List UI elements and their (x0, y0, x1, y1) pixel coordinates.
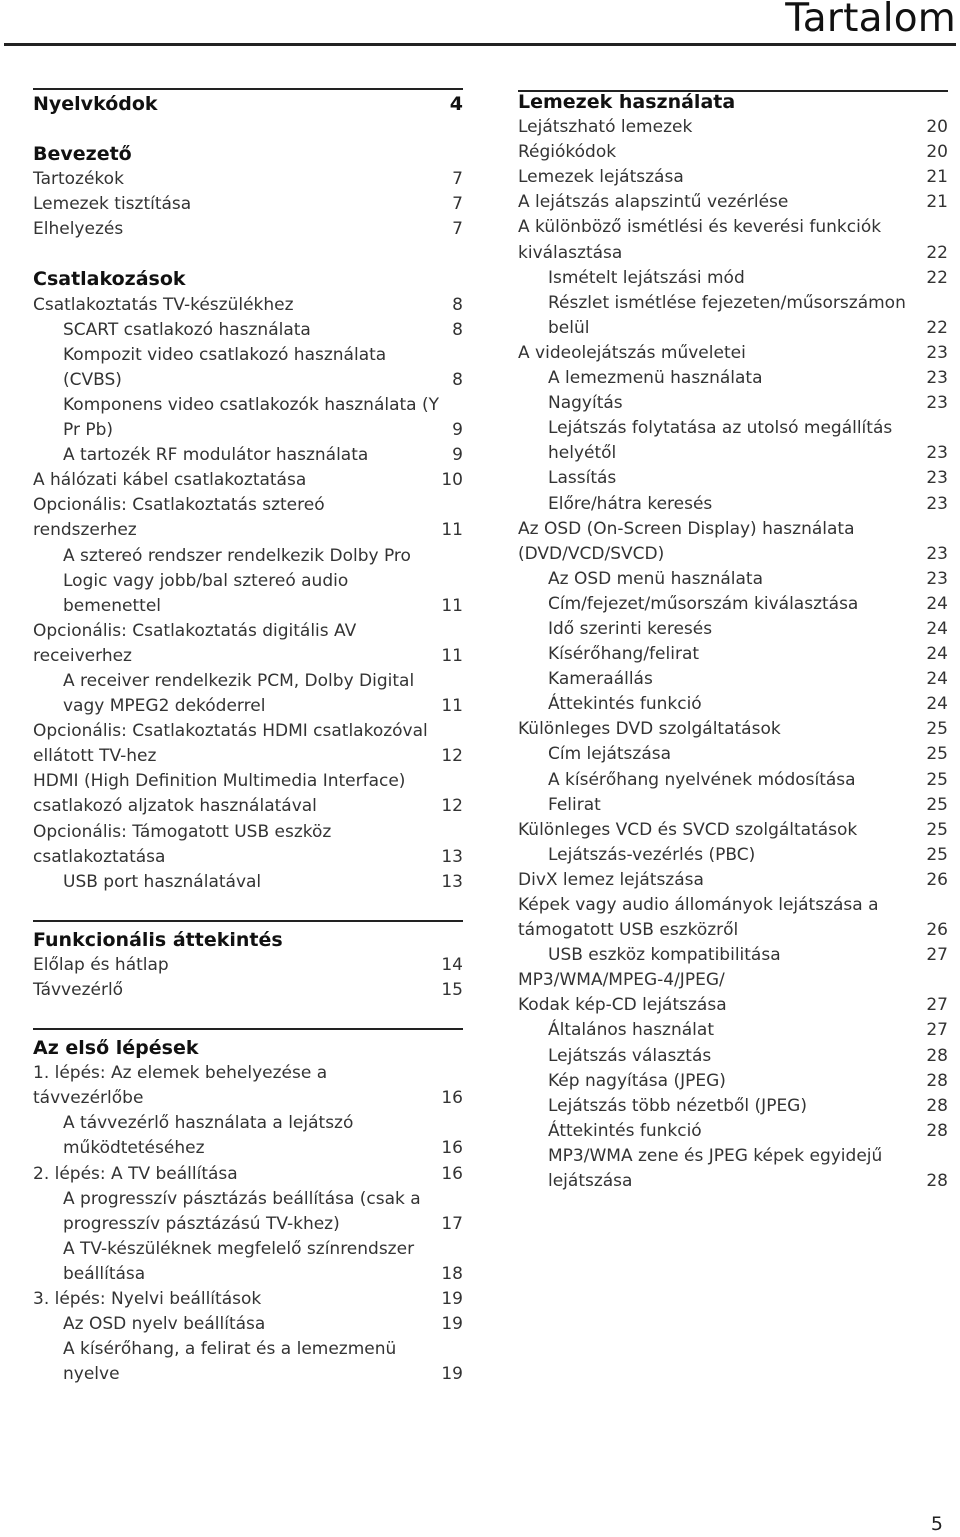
toc-entry[interactable] (518, 492, 948, 517)
toc-entry-page: 23 (926, 368, 948, 389)
toc-entry[interactable] (518, 115, 948, 140)
page-title: Tartalom (785, 0, 956, 41)
toc-entry-text: A tartozék RF modulátor használata (63, 445, 369, 466)
toc-entry-text: Áttekintés funkció (548, 694, 702, 715)
toc-entry-text: MP3/WMA zene és JPEG képek egyidejű lejátszása (548, 1145, 883, 1192)
toc-entry-page: 22 (926, 242, 948, 263)
toc-entry-page: 24 (926, 669, 948, 690)
toc-entry[interactable] (33, 443, 463, 468)
toc-entry[interactable] (518, 592, 948, 617)
section-title[interactable] (33, 92, 463, 117)
toc-entry[interactable] (518, 416, 948, 466)
toc-entry-page: 9 (452, 445, 463, 466)
toc-entry-page: 22 (926, 317, 948, 338)
toc-entry[interactable] (518, 266, 948, 291)
toc-entry-text: Opcionális: Támogatott USB eszköz csatlakoztatása (33, 821, 332, 867)
toc-entry[interactable] (33, 1287, 463, 1312)
toc-entry[interactable] (518, 1044, 948, 1069)
toc-entry-text: A TV-készüléknek megfelelő színrendszer beállítása (63, 1238, 415, 1284)
toc-entry[interactable] (518, 517, 948, 567)
toc-entry[interactable] (33, 769, 463, 819)
toc-entry[interactable] (33, 217, 463, 242)
toc-entry-text: Az OSD (On-Screen Display) használata (DVD/VCD/SVCD) (518, 518, 855, 564)
toc-entry-page: 26 (926, 920, 948, 941)
toc-entry[interactable] (518, 341, 948, 366)
toc-entry-text: Különleges DVD szolgáltatások (518, 719, 781, 740)
toc-entry-text: Kompozit video csatlakozó használata (CVBS) (63, 344, 387, 390)
toc-entry-text: Cím/fejezet/műsorszám kiválasztása (548, 593, 859, 614)
toc-entry-page: 7 (452, 169, 463, 190)
toc-entry-page: 7 (452, 194, 463, 215)
page-number: 5 (930, 1513, 943, 1535)
toc-entry-text: 2. lépés: A TV beállítása (33, 1163, 238, 1184)
toc-entry[interactable] (518, 1144, 948, 1194)
toc-entry-page: 23 (926, 443, 948, 464)
toc-entry-page: 23 (926, 493, 948, 514)
toc-entry-text: A receiver rendelkezik PCM, Dolby Digital vagy MPEG2 dekóderrel (63, 670, 415, 717)
toc-entry-text: Kép nagyítása (JPEG) (548, 1070, 726, 1091)
toc-entry[interactable] (33, 1162, 463, 1187)
toc-entry[interactable] (33, 1237, 463, 1287)
toc-entry-text: Komponens video csatlakozók használata (Y Pr Pb) (63, 394, 440, 441)
toc-entry-text: A hálózati kábel csatlakoztatása (33, 470, 307, 491)
toc-entry-text: Csatlakoztatás TV-készülékhez (33, 294, 294, 315)
toc-entry[interactable] (33, 318, 463, 343)
toc-entry[interactable] (518, 993, 948, 1018)
toc-entry-page: 23 (926, 393, 948, 414)
toc-entry-page: 9 (452, 420, 463, 441)
toc-entry[interactable] (518, 692, 948, 717)
toc-entry-page: 24 (926, 694, 948, 715)
toc-entry-page: 8 (452, 294, 463, 315)
toc-sections (33, 88, 463, 1387)
toc-column-left (33, 88, 463, 1412)
toc-entry[interactable] (33, 619, 463, 669)
toc-entry-page: 16 (441, 1088, 463, 1109)
toc-entry-text: DivX lemez lejátszása (518, 869, 704, 890)
toc-entry[interactable] (33, 978, 463, 1003)
toc-entry-text: Előlap és hátlap (33, 954, 169, 975)
toc-entry-text: Elhelyezés (33, 219, 124, 240)
toc-entry-page: 27 (926, 945, 948, 966)
toc-entry[interactable] (518, 466, 948, 491)
toc-entry[interactable] (518, 190, 948, 215)
toc-entry-text: A lemezmenü használata (548, 368, 763, 389)
section-title-text: Funkcionális áttekintés (33, 928, 283, 951)
toc-entry-page: 25 (926, 819, 948, 840)
toc-entry-text: MP3/WMA/MPEG-4/JPEG/ (518, 970, 725, 991)
toc-entry-text: A kísérőhang, a felirat és a lemezmenü nyelve (63, 1339, 397, 1385)
toc-entry-page: 15 (441, 980, 463, 1000)
toc-entry-text: A lejátszás alapszintű vezérlése (518, 192, 789, 213)
toc-entry-page: 8 (452, 319, 463, 340)
toc-entry-page: 25 (926, 744, 948, 765)
toc-entry-text: Lemezek lejátszása (518, 167, 684, 188)
column-rule (33, 88, 463, 90)
toc-section (33, 267, 463, 894)
toc-entry-page: 20 (926, 117, 948, 138)
toc-entry-text: A videolejátszás műveletei (518, 342, 746, 363)
toc-entry-page: 11 (441, 595, 463, 616)
toc-entry[interactable] (33, 343, 463, 393)
toc-entry-page: 21 (926, 192, 948, 213)
toc-entry[interactable] (518, 868, 948, 893)
toc-entry-text: A progresszív pásztázás beállítása (csak a progresszív pásztázású TV-khez) (63, 1188, 421, 1234)
toc-entry[interactable] (518, 818, 948, 843)
toc-entry-page: 23 (926, 543, 948, 564)
toc-entry-page: 28 (926, 1070, 948, 1091)
toc-entry-page: 25 (926, 769, 948, 790)
toc-entry-page: 20 (926, 142, 948, 163)
toc-section (33, 920, 463, 1003)
toc-entry-page: 12 (441, 796, 463, 817)
toc-entry-page: 22 (926, 267, 948, 288)
toc-section (33, 1028, 463, 1387)
section-title[interactable] (33, 928, 463, 953)
toc-entry-page: 17 (441, 1213, 463, 1234)
toc-entry-page: 25 (926, 794, 948, 815)
section-title-text: Az első lépések (33, 1037, 199, 1060)
toc-section (518, 90, 948, 1194)
toc-entry[interactable] (518, 893, 948, 943)
section-title-text: Bevezető (33, 143, 132, 166)
toc-entry[interactable] (518, 667, 948, 692)
toc-entry[interactable] (518, 968, 948, 993)
toc-entry[interactable] (33, 1312, 463, 1337)
toc-entry[interactable] (33, 820, 463, 870)
toc-entry[interactable] (518, 1069, 948, 1094)
toc-entry-text: Különleges VCD és SVCD szolgáltatások (518, 819, 858, 840)
toc-section (33, 142, 463, 242)
toc-entry-page: 11 (441, 645, 463, 666)
toc-entry-page: 19 (441, 1314, 463, 1335)
toc-entry-text: Áttekintés funkció (548, 1120, 702, 1141)
toc-entry-text: Részlet ismétlése fejezeten/műsorszámon belül (548, 292, 906, 338)
toc-entry[interactable] (33, 1111, 463, 1161)
toc-entry-page: 28 (926, 1045, 948, 1066)
toc-entry-text: Régiókódok (518, 142, 617, 163)
toc-entry-text: Kodak kép-CD lejátszása (518, 995, 727, 1016)
toc-entry-page: 19 (441, 1289, 463, 1310)
toc-entry-page: 11 (441, 696, 463, 717)
toc-entry[interactable] (33, 953, 463, 978)
toc-entry[interactable] (33, 1061, 463, 1111)
toc-entry-page: 11 (441, 520, 463, 541)
toc-entry-text: A sztereó rendszer rendelkezik Dolby Pro Logic vagy jobb/bal sztereó audio bemenettel (63, 545, 411, 616)
toc-entry-page: 7 (452, 219, 463, 240)
toc-entry-page: 26 (926, 869, 948, 890)
toc-entry-page: 27 (926, 995, 948, 1016)
toc-entry[interactable] (518, 366, 948, 391)
toc-entry-page: 18 (441, 1263, 463, 1284)
toc-entry[interactable] (518, 793, 948, 818)
toc-entry-page: 24 (926, 644, 948, 665)
toc-entry-text: HDMI (High Definition Multimedia Interface) csatlakozó aljzatok használatával (33, 771, 406, 817)
section-title[interactable] (518, 90, 948, 115)
section-title-text: Nyelvkódok (33, 93, 158, 115)
toc-entry-text: Opcionális: Csatlakoztatás HDMI csatlakozóval ellátott TV-hez (33, 721, 428, 767)
toc-entry-page: 25 (926, 719, 948, 740)
toc-entry[interactable] (518, 943, 948, 968)
toc-entry-text: Általános használat (548, 1020, 714, 1041)
toc-entry[interactable] (518, 1018, 948, 1043)
toc-entry-text: Lassítás (548, 468, 617, 489)
toc-entry-page: 23 (926, 342, 948, 363)
toc-entry-page: 28 (926, 1120, 948, 1141)
toc-entry[interactable] (518, 642, 948, 667)
toc-entry-page: 23 (926, 568, 948, 589)
toc-entry-text: 1. lépés: Az elemek behelyezése a távvezérlőbe (33, 1063, 328, 1109)
toc-entry[interactable] (33, 870, 463, 895)
toc-entry[interactable] (518, 617, 948, 642)
toc-entry-page: 10 (441, 470, 463, 491)
toc-entry-page: 23 (926, 468, 948, 489)
toc-entry-text: Lejátszás-vezérlés (PBC) (548, 844, 756, 865)
toc-entry-text: USB port használatával (63, 871, 262, 892)
toc-entry-page: 24 (926, 618, 948, 639)
toc-entry-text: SCART csatlakozó használata (63, 319, 311, 340)
toc-entry[interactable] (518, 215, 948, 265)
toc-entry-page: 12 (441, 746, 463, 767)
toc-entry-text: A távvezérlő használata a lejátszó működtetéséhez (63, 1113, 354, 1159)
toc-entry[interactable] (518, 391, 948, 416)
toc-entry[interactable] (518, 140, 948, 165)
toc-entry[interactable] (33, 293, 463, 318)
section-title[interactable] (33, 142, 463, 167)
toc-section (33, 92, 463, 117)
toc-entry-text: Képek vagy audio állományok lejátszása a támogatott USB eszközről (518, 895, 879, 941)
section-title-text: Lemezek használata (518, 91, 736, 113)
toc-entry-text: A különböző ismétlési és keverési funkciók kiválasztása (518, 217, 882, 263)
toc-entry-page: 27 (926, 1020, 948, 1041)
toc-entry[interactable] (518, 742, 948, 767)
toc-entry-page: 14 (441, 954, 463, 975)
toc-entry[interactable] (33, 167, 463, 192)
header-rule (4, 43, 956, 46)
toc-entry[interactable] (33, 468, 463, 493)
section-title-text: Csatlakozások (33, 268, 186, 291)
toc-entry-text: Kameraállás (548, 669, 653, 690)
toc-entry-page: 21 (926, 167, 948, 188)
toc-sections (518, 90, 948, 1194)
toc-entry-text: Kísérőhang/felirat (548, 644, 700, 665)
toc-entry-page: 8 (452, 369, 463, 390)
toc-entry-text: Opcionális: Csatlakoztatás sztereó rendszerhez (33, 495, 325, 541)
toc-entry-text: Felirat (548, 794, 601, 815)
toc-entry-text: Lejátszás folytatása az utolsó megállítás helyétől (548, 418, 893, 464)
toc-entry-page: 28 (926, 1171, 948, 1192)
toc-entry[interactable] (518, 843, 948, 868)
toc-entry-page: 16 (441, 1163, 463, 1184)
toc-entry-text: Cím lejátszása (548, 744, 672, 765)
toc-entry-page: 25 (926, 844, 948, 865)
toc-entry[interactable] (518, 1119, 948, 1144)
toc-entry[interactable] (33, 669, 463, 719)
toc-entry-page: 13 (441, 846, 463, 867)
toc-entry-text: USB eszköz kompatibilitása (548, 945, 781, 966)
section-title[interactable] (33, 267, 463, 292)
toc-entry[interactable] (33, 544, 463, 619)
section-title[interactable] (33, 1036, 463, 1061)
toc-entry[interactable] (33, 1187, 463, 1237)
section-page: 4 (449, 93, 463, 115)
toc-entry[interactable] (518, 291, 948, 341)
toc-entry-text: Lejátszás választás (548, 1045, 712, 1066)
toc-entry-text: Idő szerinti keresés (548, 618, 713, 639)
toc-entry-text: A kísérőhang nyelvének módosítása (548, 769, 856, 790)
toc-entry[interactable] (518, 1094, 948, 1119)
toc-entry[interactable] (33, 1337, 463, 1387)
toc-entry-text: Lemezek tisztítása (33, 194, 192, 215)
toc-entry-page: 16 (441, 1138, 463, 1159)
toc-entry-text: Opcionális: Csatlakoztatás digitális AV receiverhez (33, 620, 357, 666)
toc-entry-text: 3. lépés: Nyelvi beállítások (33, 1289, 262, 1310)
toc-entry[interactable] (33, 719, 463, 769)
toc-entry-text: Tartozékok (33, 169, 124, 190)
toc-entry[interactable] (33, 493, 463, 543)
toc-column-right (518, 90, 948, 1219)
toc-entry[interactable] (33, 393, 463, 443)
toc-entry[interactable] (518, 717, 948, 742)
toc-entry-text: Az OSD menü használata (548, 568, 763, 589)
toc-entry[interactable] (518, 768, 948, 793)
toc-entry[interactable] (33, 192, 463, 217)
toc-entry-page: 13 (441, 871, 463, 892)
toc-entry[interactable] (518, 567, 948, 592)
toc-entry-page: 28 (926, 1095, 948, 1116)
toc-entry-text: Ismételt lejátszási mód (548, 267, 745, 288)
toc-entry-page: 19 (441, 1364, 463, 1385)
toc-entry-text: Nagyítás (548, 393, 623, 414)
toc-entry-text: Lejátszható lemezek (518, 117, 693, 138)
toc-entry[interactable] (518, 165, 948, 190)
toc-entry-text: Előre/hátra keresés (548, 493, 713, 514)
toc-entry-text: Távvezérlő (33, 980, 124, 1000)
toc-entry-text: Lejátszás több nézetből (JPEG) (548, 1095, 807, 1116)
toc-entry-text: Az OSD nyelv beállítása (63, 1314, 266, 1335)
toc-entry-page: 24 (926, 593, 948, 614)
